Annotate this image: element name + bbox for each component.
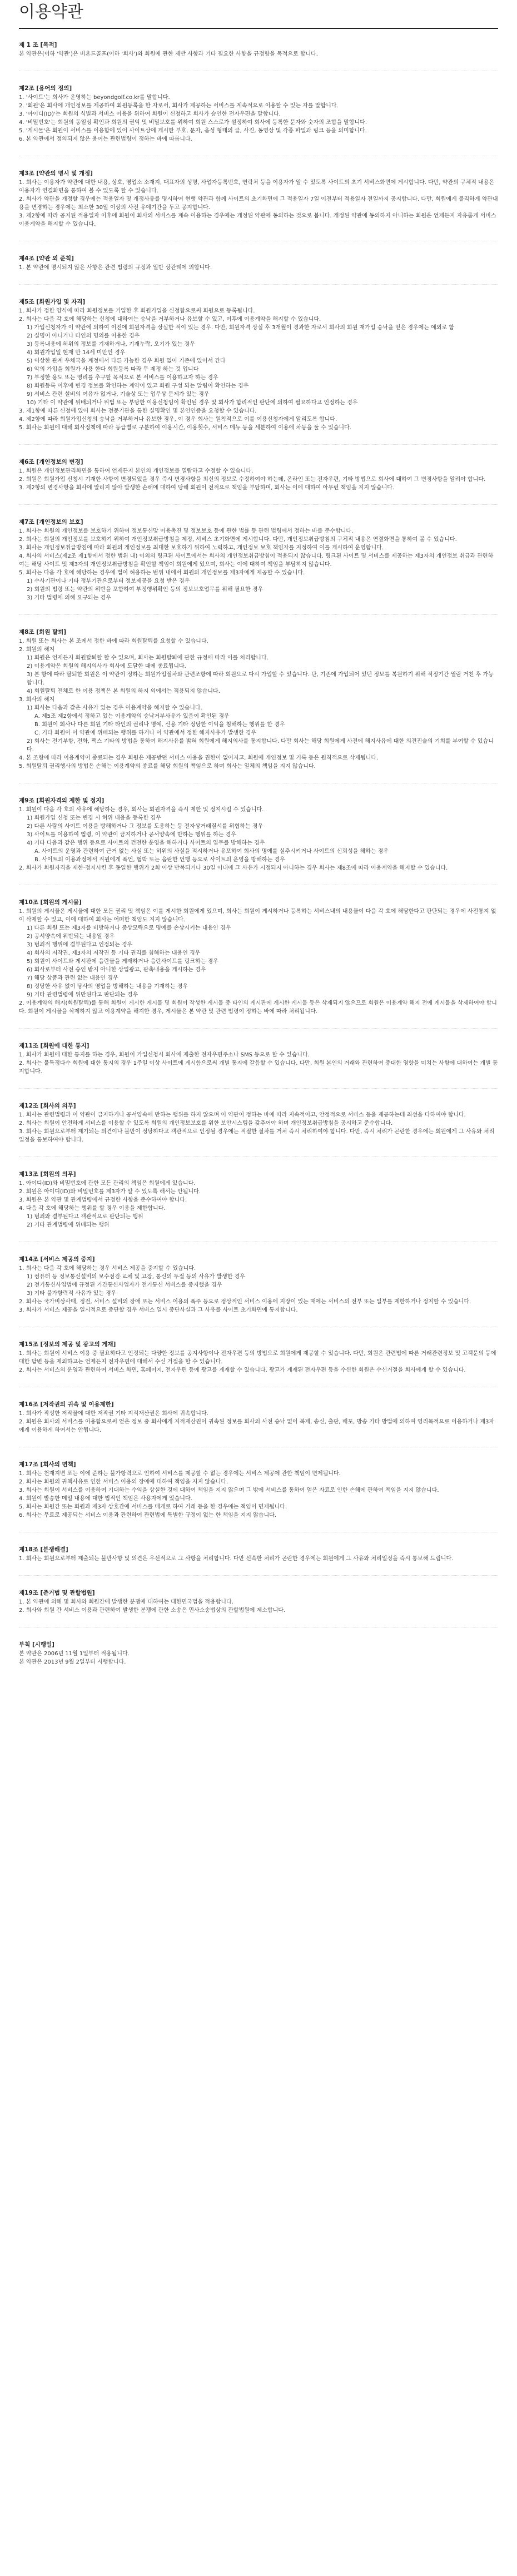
article-title: 제15조 [정보의 제공 및 광고의 게재]	[19, 1341, 116, 1348]
article-subclause: 2) 전기통신사업법에 규정된 기간통신사업자가 전기통신 서비스를 중지했을 경우	[27, 1282, 222, 1288]
article-subclause: 10) 기타 이 약관에 위배되거나 위법 또는 부당한 이용신청임이 확인된 경우 및 회사가 합리적인 판단에 의하여 필요하다고 인정하는 경우	[27, 400, 358, 406]
appendix-title: 부칙 [시행일]	[19, 1641, 54, 1648]
article-clause: 5. 회사는 회원간 또는 회원과 제3자 상호간에 서비스를 매개로 하여 거래 등을 한 경우에는 책임이 면제됩니다.	[19, 1504, 287, 1510]
article-clause: 1. 본 약관에 명시되지 않은 사항은 관련 법령의 규정과 일반 상관례에 의합니다.	[19, 265, 212, 271]
article-clause: 5. '게시물'은 회원이 서비스를 이용함에 있어 사이트상에 게시한 부호, 문자, 음성 형태의 글, 사진, 동영상 및 각종 파일과 링크 등을 의미합니다.	[19, 128, 367, 134]
article-clause: 3. 제2항에 따라 공지된 적용일자 이후에 회원이 회사의 서비스를 계속 이용하는 경우에는 개정된 약관에 동의하는 것으로 봅니다. 개정된 약관에 동의하지 아니하는 회원은 언제든지 자유롭게 서비스 이용계약을 해지할 수 있습니다.	[19, 213, 496, 227]
article-subclause: 2) 회원의 법령 또는 약관의 위반을 포함하여 부정행위확인 등의 정보보호업무를 위해 필요한 경우	[27, 587, 264, 593]
article-subclause: 3) 사이트를 이용하여 법령, 이 약관이 금지하거나 공서양속에 반하는 행위를 하는 경우	[27, 832, 236, 838]
article-clause: 2. 이용계약의 해지(회원탈퇴)를 통해 회원이 게시한 게시물 및 회원이 작성한 게시물 중 타인의 게시판에 게시한 게시물 등은 삭제되지 않으므로 회원은 이용계약 해지 전에 게시물을 삭제하여야 합니다. 회원이 게시물을 삭제하지 않고 이용계약을 해지한 경우, 게시물은 본 약관 및 관련 법령이 정하는 바에 따라 처리됩니다.	[19, 1000, 497, 1015]
article-clause: 1. 회사가 회원에 대한 통지를 하는 경우, 회원이 가입신청시 회사에 제출한 전자우편주소나 SMS 등으로 할 수 있습니다.	[19, 1052, 310, 1058]
article-subclause: 2) 이용계약은 회원의 해지의사가 회사에 도달한 때에 종료됩니다.	[27, 663, 186, 669]
article-clause: 2. 회사와 회원 간 서비스 이용과 관련하여 발생한 분쟁에 관한 소송은 민사소송법상의 관할법원에 제소합니다.	[19, 1607, 286, 1614]
article-title: 제11조 [회원에 대한 통지]	[19, 1043, 90, 1049]
section-divider	[19, 444, 498, 445]
article-title: 제8조 [회원 탈퇴]	[19, 629, 67, 636]
appendix-line: 본 약관은 2013년 9월 2일부터 시행합니다.	[19, 1659, 126, 1665]
article-clause: 4. 다음 각 호에 해당하는 행위를 할 경우 이용을 제한합니다.	[19, 1205, 166, 1212]
article-subclause: 8) 정당한 사유 없이 당사의 영업을 방해하는 내용을 기재하는 경우	[27, 984, 188, 990]
article-clause: 2. 회사가 회원자격을 제한·정지시킨 후 동일한 행위가 2회 이상 반복되거나 30일 이내에 그 사유가 시정되지 아니하는 경우 회사는 제8조에 따라 이용계약을 해지할 수 있습니다.	[19, 865, 448, 871]
section-divider	[19, 1575, 498, 1576]
article-clause: 2. 회사는 회원의 귀책사유로 인한 서비스 이용의 장애에 대하여 책임을 지지 않습니다.	[19, 1479, 228, 1485]
article-title: 제2조 [용어의 정의]	[19, 85, 72, 92]
article-clause: 2. 회사는 다음 각 호에 해당하는 신청에 대하여는 승낙을 거부하거나 유보할 수 있고, 이후에 이용계약을 해지할 수 있습니다.	[19, 316, 321, 322]
article-clause: 1. 아이디(ID)와 비밀번호에 관한 모든 관리의 책임은 회원에게 있습니다.	[19, 1180, 196, 1187]
article-title: 제14조 [서비스 제공의 중지]	[19, 1256, 95, 1263]
article-subsubclause: A. 사이트의 운영과 관련하여 근거 없는 사실 또는 허위의 사실을 적시하거나 유포하여 회사의 명예를 실추시키거나 사이트의 신뢰성을 해하는 경우	[34, 848, 389, 855]
article-section	[19, 518, 498, 602]
appendix-line: 본 약관은 2006년 11월 1일부터 적용됩니다.	[19, 1651, 130, 1657]
article-title: 제10조 [회원의 게시물]	[19, 899, 82, 906]
article-title: 제6조 [개인정보의 변경]	[19, 459, 83, 465]
article-subclause: 3) 본 항에 따라 탈퇴한 회원은 이 약관이 정하는 회원가입절차와 관련조항에 따라 회원으로 다시 가입할 수 있습니다. 단, 기존에 가입되어 있던 정보를 복원하기 위해 적정기간 열람 거친 후 가능합니다.	[27, 672, 494, 686]
article-clause: 1. 회사가 작성한 저작물에 대한 저작권 기타 지적재산권은 회사에 귀속합니다.	[19, 1411, 208, 1417]
article-subclause: 4) 회원탈퇴 전체로 한 이용 정책은 본 회원의 하지 외에서는 적용되지 않습니다.	[27, 688, 220, 694]
article-subclause: 7) 부정한 용도 또는 영리를 추구할 목적으로 본 서비스를 이용하고자 하는 경우	[27, 375, 218, 381]
article-clause: 2. 회사는 회원의 개인정보를 보호하기 위하여 개인정보취급방침을 제정, 서비스 초기화면에 게시합니다. 다만, 개인정보취급방침의 구체적 내용은 연결화면을 통하여 볼 수 있습니다.	[19, 537, 457, 543]
article-clause: 1. 회사가 정한 양식에 따라 회원정보를 기입한 후 회원가입을 신청함으로써 회원으로 등록됩니다.	[19, 308, 255, 314]
article-clause: 3. 회원은 본 약관 및 관계법령에서 규정한 사항을 준수하여야 합니다.	[19, 1197, 187, 1203]
article-clause: 1. 회원은 개인정보관리화면을 통하여 언제든지 본인의 개인정보를 열람하고 수정할 수 있습니다.	[19, 468, 253, 474]
article-clause: 4. 본 조항에 따라 이용계약이 종료되는 경우 회원은 제공받던 서비스 이용을 권한이 없어지고, 회원에 개인정보 및 기록 등은 원칙적으로 삭제됩니다.	[19, 755, 379, 761]
article-clause: 3. 회사의 해지	[19, 697, 55, 703]
article-subclause: 4) 회원가입일 현재 만 14세 미만인 경우	[27, 350, 126, 356]
article-clause: 1. 회사는 회원의 개인정보를 보호하기 위하여 정보통신망 이용촉진 및 정보보호 등에 관한 법률 등 관련 법령에서 정하는 바를 준수합니다.	[19, 528, 354, 534]
article-clause: 2. 회사가 약관을 개정할 경우에는 적용일자 및 개정사유를 명시하여 현행 약관과 함께 사이트의 초기화면에 그 적용일자 7일 이전부터 적용일자 전일까지 공지합니다. 다만, 회원에게 불리하게 약관내용을 변경하는 경우에는 최소한 30일 이상의 사전 유예기간을 두고 공지합니다.	[19, 196, 498, 211]
section-divider	[19, 1028, 498, 1029]
article-section	[19, 85, 498, 143]
article-clause: 2. '회원'은 회사에 개인정보를 제공하여 회원등록을 한 자로서, 회사가 제공하는 서비스를 계속적으로 이용할 수 있는 자를 말합니다.	[19, 103, 339, 109]
article-section	[19, 458, 498, 492]
article-subsubclause: C. 기타 회원이 이 약관에 위배되는 행위를 하거나 이 약관에서 정한 해지사유가 발생한 경우	[34, 730, 257, 736]
article-clause: 3. 회사는 회원이 서비스를 이용하여 기대하는 수익을 상실한 것에 대하여 책임을 지지 않으며 그 밖에 서비스를 통하여 얻은 자료로 인한 손해에 관하여 책임을 지지 않습니다.	[19, 1487, 439, 1493]
article-clause: 2. 회원은 회원가입 신청시 기재한 사항이 변경되었을 경우 즉시 변경사항을 최신의 정보로 수정하여야 하는데, 온라인 또는 전자우편, 기타 방법으로 회사에 대하여 그 변경사항을 알려야 합니다.	[19, 477, 486, 483]
article-section	[19, 1461, 498, 1520]
article-subclause: 1) 수사기관이나 기타 정부기관으로부터 정보제공을 요청 받은 경우	[27, 578, 190, 584]
article-clause: 2. 회사는 회원이 안전하게 서비스를 이용할 수 있도록 회원의 개인정보보호를 위한 보안시스템을 갖추어야 하며 개인정보취급방침을 공시하고 준수합니다.	[19, 1120, 393, 1126]
article-section	[19, 1401, 498, 1435]
article-clause: 2. 회원의 해지	[19, 647, 55, 653]
article-clause: 1. 회원 또는 회사는 본 조에서 정한 바에 따라 회원탈퇴를 요청할 수 있습니다.	[19, 638, 208, 644]
article-subclause: 8) 회원등록 이후에 변경 정보를 확인하는 계약이 있고 회원 구성 되는 알림이 확인하는 경우	[27, 383, 249, 389]
article-clause: 4. 제2항에 따라 회원가입신청의 승낙을 거부하거나 유보한 경우, 이 경우 회사는 원칙적으로 이를 이용신청자에게 알리도록 합니다.	[19, 416, 337, 423]
section-divider	[19, 1088, 498, 1089]
article-subsubclause: B. 사이트의 이용과정에서 직원에게 폭언, 협박 또는 음란한 언행 등으로 사이트의 운영을 방해하는 경우	[34, 857, 285, 863]
article-title: 제7조 [개인정보의 보호]	[19, 519, 83, 525]
section-divider	[19, 284, 498, 285]
article-clause: 1. 회사는 다음 각 호에 해당하는 경우 서비스 제공을 중지할 수 있습니다.	[19, 1265, 196, 1272]
article-clause: 1. '사이트'는 회사가 운영하는 beyondgolf.co.kr를 말합니다.	[19, 95, 170, 101]
article-clause: 1. 회사는 이용자가 약관에 대한 내용, 상호, 영업소 소재지, 대표자의 성명, 사업자등록번호, 연락처 등을 이용자가 알 수 있도록 사이트의 초기 서비스화면에 게시합니다. 다만, 약관의 구체적 내용은 이용자가 연결화면을 통하여 볼 수 있도록 할 수 있습니다.	[19, 180, 495, 194]
article-clause: 3. 제2항의 변경사항을 회사에 알리지 않아 발생한 손해에 대하여 당해 회원이 전적으로 책임을 부담하며, 회사는 이에 대하여 아무런 책임을 지지 않습니다.	[19, 485, 395, 491]
title-divider	[19, 28, 498, 29]
article-title: 제4조 [약관 외 준칙]	[19, 255, 74, 262]
article-subclause: 3) 기타 법령에 의해 요구되는 경우	[27, 595, 111, 601]
article-clause: 3. 회사는 회원으로부터 제기되는 의견이나 불만이 정당하다고 객관적으로 인정될 경우에는 적절한 절차를 거쳐 즉시 처리하여야 합니다. 다만, 즉시 처리가 곤란한 경우에는 회원에게 그 사유와 처리일정을 통보하여야 합니다.	[19, 1129, 495, 1143]
article-subclause: 3) 범죄적 행위에 결부된다고 인정되는 경우	[27, 942, 133, 948]
article-subclause: 3) 등록내용에 허위의 정보를 기재하거나, 기재누락, 오기가 있는 경우	[27, 341, 195, 348]
article-subclause: 5) 회원이 사이트와 게시판에 음란물을 게재하거나 음란사이트를 링크하는 경우	[27, 959, 218, 965]
article-clause: 2. 회사는 서비스의 운영과 관련하여 서비스 화면, 홈페이지, 전자우편 등에 광고를 게재할 수 있습니다. 광고가 게재된 전자우편 등을 수신한 회원은 수신거절을 회사에게 할 수 있습니다.	[19, 1367, 466, 1373]
article-clause: 1. 회사는 천재지변 또는 이에 준하는 불가항력으로 인하여 서비스를 제공할 수 없는 경우에는 서비스 제공에 관한 책임이 면제됩니다.	[19, 1471, 341, 1477]
article-subclause: 6) 악의 가입을 회원가 사용 한다 회원등록 따라 무 제정 하는 것 입니다	[27, 366, 199, 373]
article-clause: 1. 회사는 회원으로부터 제출되는 불만사항 및 의견은 우선적으로 그 사항을 처리합니다. 다만 신속한 처리가 곤란한 경우에는 회원에게 그 사유와 처리일정을 즉시 통보해 드립니다.	[19, 1556, 454, 1562]
article-clause: 6. 회사는 무료로 제공되는 서비스 이용과 관련하여 관련법에 특별한 규정이 없는 한 책임을 지지 않습니다.	[19, 1512, 276, 1518]
article-clause: 4. 회원이 발송한 메일 내용에 대한 법적인 책임은 사용자에게 있습니다.	[19, 1496, 192, 1502]
terms-articles	[19, 41, 498, 1627]
article-clause: 2. 회원은 아이디(ID)와 비밀번호를 제3자가 알 수 있도록 해서는 안됩니다.	[19, 1189, 201, 1195]
article-title: 제9조 [회원자격의 제한 및 정지]	[19, 797, 105, 804]
article-subclause: 1) 가입신청자가 이 약관에 의하여 이전에 회원자격을 상실한 적이 있는 경우. 다만, 회원자격 상실 후 3개월이 경과한 자로서 회사의 회원 재가입 승낙을 얻은 경우에는 예외로 함	[27, 325, 454, 331]
article-section	[19, 298, 498, 432]
article-clause: 1. 회사는 회원이 서비스 이용 중 필요하다고 인정되는 다양한 정보를 공지사항이나 전자우편 등의 방법으로 회원에게 제공할 수 있습니다. 다만, 회원은 관련법에 따른 거래관련정보 및 고객문의 등에 대한 답변 등을 제외하고는 언제든지 전자우편에 대해서 수신 거절을 할 수 있습니다.	[19, 1351, 496, 1365]
article-subclause: 1) 회원가입 신청 또는 변경 시 허위 내용을 등록한 경우	[27, 815, 161, 821]
article-clause: 5. 회사는 회원에 대해 회사정책에 따라 등급별로 구분하여 이용시간, 이용횟수, 서비스 메뉴 등을 세분하여 이용에 차등을 둘 수 있습니다.	[19, 425, 351, 431]
article-subclause: 4) 기타 다음과 같은 행위 등으로 사이트의 건전한 운영을 해하거나 사이트의 업무를 방해하는 경우	[27, 840, 265, 846]
article-title: 제3조 [약관의 명시 및 개정]	[19, 170, 93, 177]
article-title: 제 1 조 [목적]	[19, 42, 57, 48]
article-title: 제18조 [분쟁해결]	[19, 1546, 68, 1553]
appendix-section	[19, 1641, 498, 1666]
article-section	[19, 1042, 498, 1076]
article-subclause: 2) 실명이 아니거나 타인의 명의를 이용한 경우	[27, 333, 140, 339]
article-subclause: 2) 공서양속에 위반되는 내용일 경우	[27, 934, 115, 940]
article-clause: 3. '아이디(ID)'는 회원의 식별과 서비스 이용을 위하여 회원이 신청하고 회사가 승인한 전자우편을 말합니다.	[19, 111, 281, 117]
article-section	[19, 1255, 498, 1314]
article-clause: 1. 회사는 관련법령과 이 약관이 금지하거나 공서양속에 반하는 행위를 하지 않으며 이 약관이 정하는 바에 따라 지속적이고, 안정적으로 서비스 등을 제공하는데 최선을 다하여야 합니다.	[19, 1112, 466, 1118]
article-subclause: 9) 서비스 관련 설비의 여유가 없거나, 기술상 또는 업무상 문제가 있는 경우	[27, 391, 210, 398]
article-section	[19, 170, 498, 229]
section-divider	[19, 504, 498, 505]
article-title: 제12조 [회사의 의무]	[19, 1103, 76, 1109]
article-subclause: 1) 다른 회원 또는 제3자를 비방하거나 중상모략으로 명예를 손상시키는 내용인 경우	[27, 925, 231, 931]
article-clause: 5. 회원탈퇴 권리행사의 방법은 손해는 이용계약의 종료를 해당 회원의 책임으로 하며 회사는 일체의 책임을 지지 않습니다.	[19, 763, 316, 770]
article-clause: 3. 제1항에 따른 신청에 있어 회사는 전문기관을 통한 실명확인 및 본인인증을 요청할 수 있습니다.	[19, 408, 257, 414]
article-section	[19, 41, 498, 58]
article-section	[19, 797, 498, 872]
article-clause: 6. 본 약관에서 정의되지 않은 용어는 관련법령이 정하는 바에 따릅니다.	[19, 136, 192, 142]
article-subclause: 7) 해당 상품과 관련 없는 내용인 경우	[27, 975, 118, 981]
article-clause: 1. 회원의 게시물은 게시물에 대한 모든 권리 및 책임은 이를 게시한 회원에게 있으며, 회사는 회원이 게시하거나 등록하는 서비스내의 내용물이 다음 각 호에 해당한다고 판단되는 경우에 사전통지 없이 삭제할 수 있고, 이에 대하여 회사는 어떠한 책임도 지지 않습니다.	[19, 909, 496, 923]
article-clause: 2. 회원은 회사의 서비스를 이용함으로써 얻은 정보 중 회사에게 지적재산권이 귀속된 정보를 회사의 사전 승낙 없이 복제, 송신, 출판, 배포, 방송 기타 방법에 의하여 영리목적으로 이용하거나 제3자에게 이용하게 하여서는 안됩니다.	[19, 1419, 495, 1433]
article-subclause: 2) 회사는 전기부항, 전화, 팩스 기타의 방법을 통하여 해지사유를 밝혀 회원에게 해지의사를 통지합니다. 다만 회사는 해당 회원에게 사전에 해지사유에 대한 의견진술의 기회를 부여할 수 있습니다.	[27, 738, 494, 753]
article-subclause: 2) 다른 사람의 사이트 이용을 방해하거나 그 정보를 도용하는 등 전자상거래질서를 위협하는 경우	[27, 823, 264, 830]
article-title: 제19조 [준거법 및 관할법원]	[19, 1590, 95, 1596]
article-section	[19, 1170, 498, 1229]
article-clause: 5. 회사는 다음 각 호에 해당하는 경우에 법이 허용하는 범위 내에서 회원의 개인정보를 제3자에게 제공할 수 있습니다.	[19, 570, 305, 576]
article-subclause: 2) 기타 관계법령에 위배되는 행위	[27, 1222, 110, 1228]
article-section	[19, 628, 498, 771]
page-title: 이용약관	[19, 2, 83, 22]
article-clause: 1. 회원이 다음 각 호의 사유에 해당하는 경우, 회사는 회원자격을 즉시 제한 및 정지시킬 수 있습니다.	[19, 807, 264, 813]
article-section	[19, 255, 498, 272]
article-clause: 1. 본 약관에 의해 및 회사와 회원간에 발생한 분쟁에 대하여는 대한민국법을 적용합니다.	[19, 1599, 233, 1605]
article-subclause: 6) 회사로부터 사전 승인 받지 아니한 상업광고, 판촉내용을 게시하는 경우	[27, 967, 206, 973]
article-section	[19, 1102, 498, 1144]
article-section	[19, 1546, 498, 1563]
article-section	[19, 1341, 498, 1374]
article-subsubclause: B. 회원이 회사나 다른 회원 기타 타인의 권리나 명예, 신용 기타 정당한 이익을 침해하는 행위를 한 경우	[34, 722, 285, 728]
article-clause: 2. 회사는 국가비상사태, 정전, 서비스 설비의 장애 또는 서비스 이용의 폭주 등으로 정상적인 서비스 이용에 지장이 있는 때에는 서비스의 전부 또는 일부를 제한하거나 정지할 수 있습니다.	[19, 1299, 471, 1305]
article-subclause: 1) 회사는 다음과 같은 사유가 있는 경우 이용계약을 해지할 수 있습니다.	[27, 705, 202, 711]
article-subclause: 1) 범죄와 결부된다고 객관적으로 판단되는 행위	[27, 1214, 143, 1220]
article-clause: 4. 회사의 서비스(제2조 제1항에서 정한 범위 내) 이외의 링크된 사이트에서는 회사의 개인정보취급방침이 적용되지 않습니다. 링크된 사이트 및 서비스를 제공하는 제3자의 개인정보 취급과 관련하여는 해당 사이트 및 제3자의 개인정보취급방침을 확인할 책임이 회원에게 있으며, 회사는 이에 대하여 책임을 부담하지 않습니다.	[19, 553, 494, 568]
article-section	[19, 1589, 498, 1615]
article-clause: 3. 회사가 서비스 제공을 일시적으로 중단할 경우 서비스 일시 중단사실과 그 사유를 사이트 초기화면에 통지합니다.	[19, 1307, 298, 1313]
article-title: 제17조 [회사의 면책]	[19, 1461, 76, 1468]
article-clause: 본 약관은(이하 '약관')은 비욘드골프(이하 '회사')와 회원에 관한 제반 사항과 기타 필요한 사항을 규정함을 목적으로 합니다.	[19, 51, 318, 57]
section-divider	[19, 614, 498, 615]
article-subclause: 4) 회사의 저작권, 제3자의 저작권 등 기타 권리를 침해하는 내용인 경우	[27, 950, 201, 956]
article-subclause: 1) 컴퓨터 등 정보통신설비의 보수점검·교체 및 고장, 통신의 두절 등의 사유가 발생한 경우	[27, 1274, 245, 1280]
article-subsubclause: A. 제5조 제2항에서 정하고 있는 이용계약의 승낙거부사유가 있음이 확인된 경우	[34, 713, 230, 719]
article-subclause: 5) 이상한 관계 우체국을 계정에서 다른 가능한 경우 회원 없이 기존에 있어서 간다	[27, 358, 226, 364]
article-title: 제13조 [회원의 의무]	[19, 1171, 76, 1178]
article-clause: 4. '비밀번호'는 회원의 동일성 확인과 회원의 권익 및 비밀보호를 위하여 회원 스스로가 설정하여 회사에 등록한 문자와 숫자의 조합을 말합니다.	[19, 120, 367, 126]
article-subclause: 3) 기타 불가항력적 사유가 있는 경우	[27, 1291, 117, 1297]
article-section	[19, 899, 498, 1016]
article-subclause: 9) 기타 관련법령에 위반된다고 판단되는 경우	[27, 992, 138, 998]
article-subclause: 1) 회원은 언제든지 회원탈퇴할 할 수 있으며, 회사는 회원탈퇴에 관한 규정에 따라 이를 처리합니다.	[27, 655, 269, 661]
article-title: 제16조 [저작권의 귀속 및 이용제한]	[19, 1401, 114, 1408]
article-title: 제5조 [회원가입 및 자격]	[19, 299, 86, 305]
article-clause: 3. 회사는 개인정보취급방침에 따라 회원의 개인정보를 최대한 보호하기 위하여 노력하고, 개인정보 보호 책임자를 지정하여 이를 게시하여 운영합니다.	[19, 545, 384, 551]
article-clause: 2. 회사는 불특정다수 회원에 대한 통지의 경우 1주일 이상 사이트에 게시함으로써 개별 통지에 갈음할 수 있습니다. 다만, 회원 본인의 거래와 관련하여 중대한 영향을 미치는 사항에 대하여는 개별 통지합니다.	[19, 1060, 498, 1075]
